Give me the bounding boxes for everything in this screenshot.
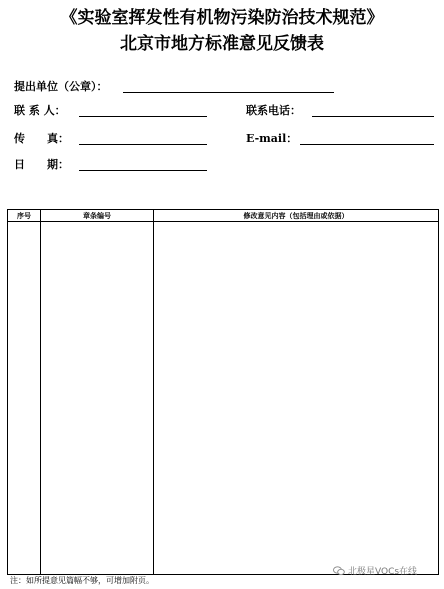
index-cell[interactable] (8, 222, 41, 575)
form-title-line2: 北京市地方标准意见反馈表 (120, 34, 324, 54)
contact-field[interactable] (79, 116, 207, 117)
wechat-icon (333, 566, 345, 576)
fax-label: 传 真： (14, 132, 69, 145)
unit-field[interactable] (123, 92, 334, 93)
date-field[interactable] (79, 170, 207, 171)
comment-cell[interactable] (154, 222, 439, 575)
header-comment-content: 修改意见内容（包括理由或依据） (154, 210, 439, 222)
header-index: 序号 (8, 210, 41, 222)
clause-cell[interactable] (41, 222, 154, 575)
feedback-table (7, 209, 439, 575)
watermark (333, 564, 417, 577)
table-header-row (8, 210, 439, 222)
watermark-text: 北极星VOCs在线 (348, 567, 418, 577)
phone-label: 联系电话： (246, 104, 301, 117)
unit-label: 提出单位（公章）： (14, 80, 108, 93)
table-row (8, 222, 439, 575)
phone-field[interactable] (312, 116, 434, 117)
header-clause-number: 章条编号 (41, 210, 154, 222)
fax-field[interactable] (79, 144, 207, 145)
footnote: 注：如所提意见篇幅不够，可增加附页。 (10, 576, 154, 585)
email-field[interactable] (300, 144, 434, 145)
contact-label: 联 系 人： (14, 104, 66, 117)
date-label: 日 期： (14, 158, 69, 171)
form-title-line1: 《实验室挥发性有机物污染防治技术规范》 (60, 8, 384, 28)
email-label: E-mail： (246, 132, 298, 145)
